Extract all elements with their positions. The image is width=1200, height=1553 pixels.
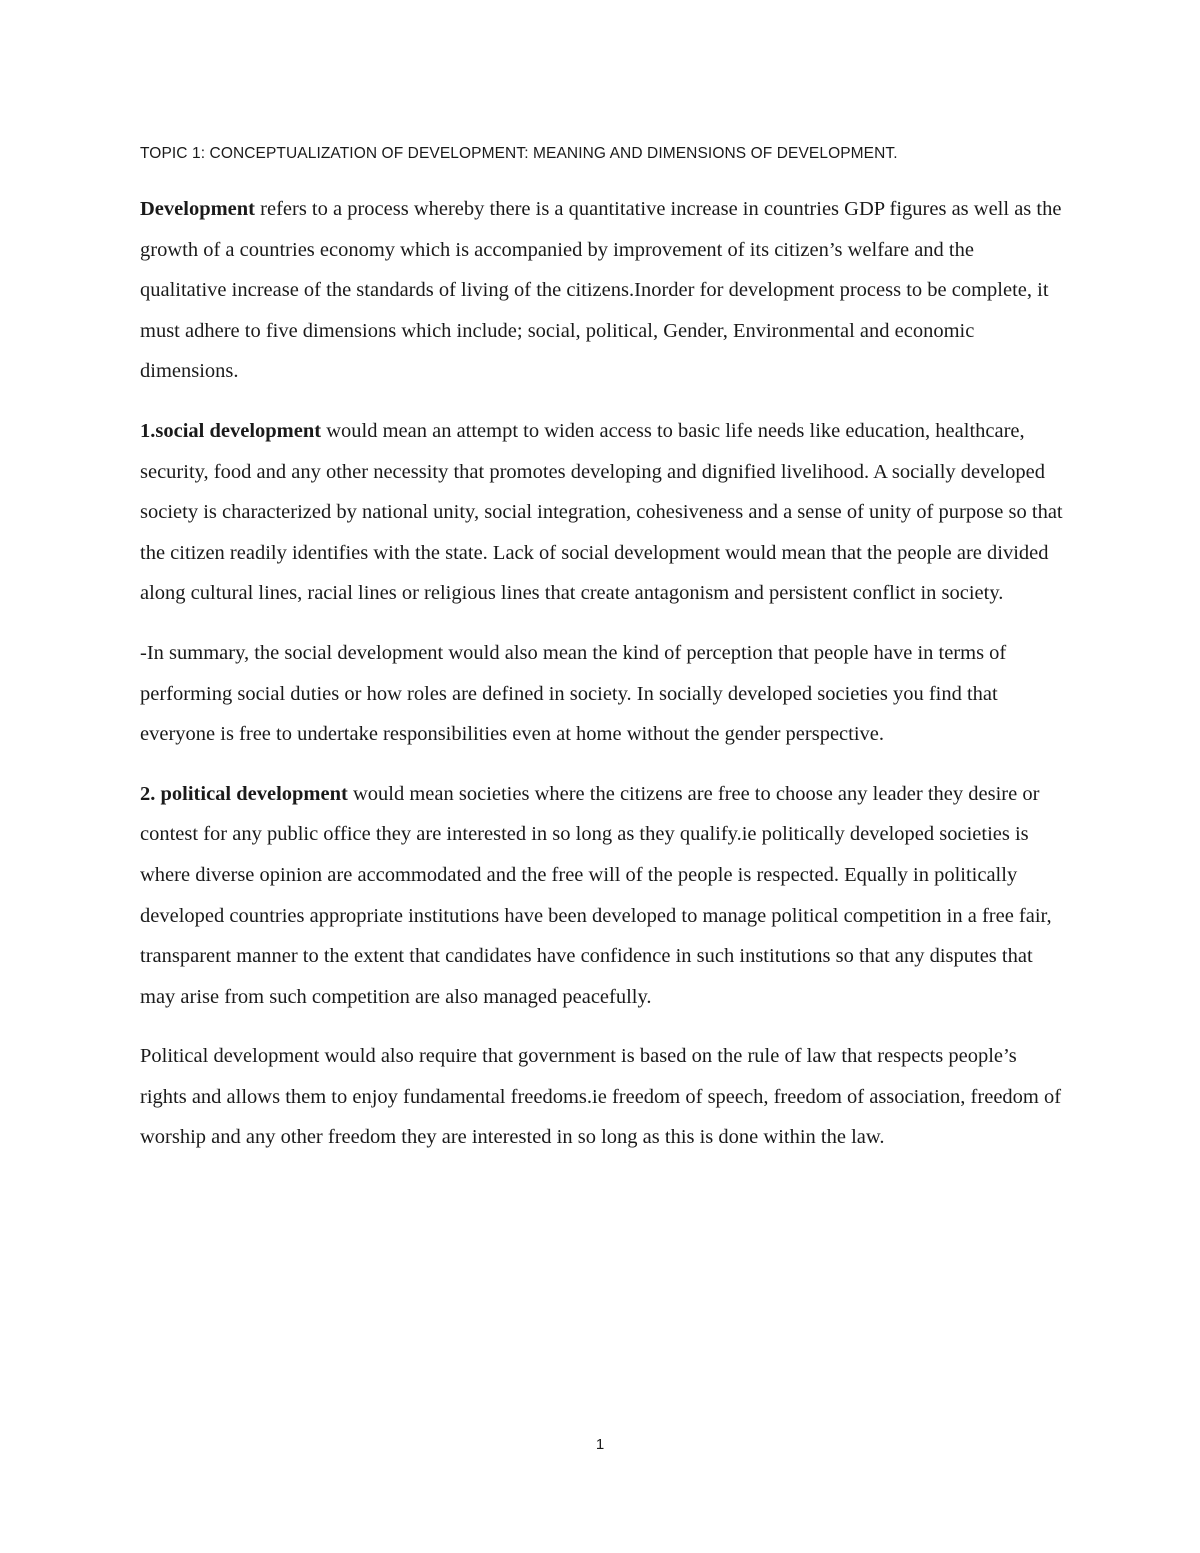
paragraph-text: would mean societies where the citizens are free to choose any leader they desire or contest for any public office they are interested in so long as they qualify.ie politically developed societies is where diverse opinion are accommodated and the free will of the people is respected. Equally in politically developed countries appropriate institutions have been developed to manage political competition in a free fair, transparent manner to the extent that candidates have confidence in such institutions so that any disputes that may arise from such competition are also managed peacefully. <box>140 782 1052 1008</box>
term-development: Development <box>140 198 256 220</box>
term-social-development: 1.social development <box>140 419 322 442</box>
paragraph-social-development <box>140 411 1065 614</box>
paragraph-text: would mean an attempt to widen access to basic life needs like education, healthcare, security, food and any other necessity that promotes developing and dignified livelihood. A socially developed society is characterized by national unity, social integration, cohesiveness and a sense of unity of purpose so that the citizen readily identifies with the state. Lack of social development would mean that the people are divided along cultural lines, racial lines or religious lines that create antagonism and persistent conflict in society. <box>140 419 1063 605</box>
paragraph-social-summary <box>140 633 1065 755</box>
page-number: 1 <box>595 1436 605 1453</box>
document-body <box>140 189 1065 1177</box>
paragraph-text: -In summary, the social development would also mean the kind of perception that people have in terms of performing social duties or how roles are defined in society. In socially developed societies you find that everyone is free to undertake responsibilities even at home without the gender perspective. <box>140 641 1007 746</box>
topic-heading: TOPIC 1: CONCEPTUALIZATION OF DEVELOPMENT: MEANING AND DIMENSIONS OF DEVELOPMENT. <box>140 145 898 162</box>
paragraph-text: refers to a process whereby there is a quantitative increase in countries GDP figures as well as the growth of a countries economy which is accompanied by improvement of its citizen’s welfare and the qualitative increase of the standards of living of the citizens.Inorder for development process to be complete, it must adhere to five dimensions which include; social, political, Gender, Environmental and economic dimensions. <box>140 198 1062 383</box>
term-political-development: 2. political development <box>140 782 348 805</box>
paragraph-political-rule-of-law <box>140 1036 1065 1158</box>
paragraph-political-development <box>140 774 1065 1018</box>
paragraph-development-definition <box>140 189 1065 392</box>
paragraph-text: Political development would also require that government is based on the rule of law that respects people’s rights and allows them to enjoy fundamental freedoms.ie freedom of speech, freedom of association, freedom of worship and any other freedom they are interested in so long as this is done within the law. <box>140 1045 1062 1149</box>
